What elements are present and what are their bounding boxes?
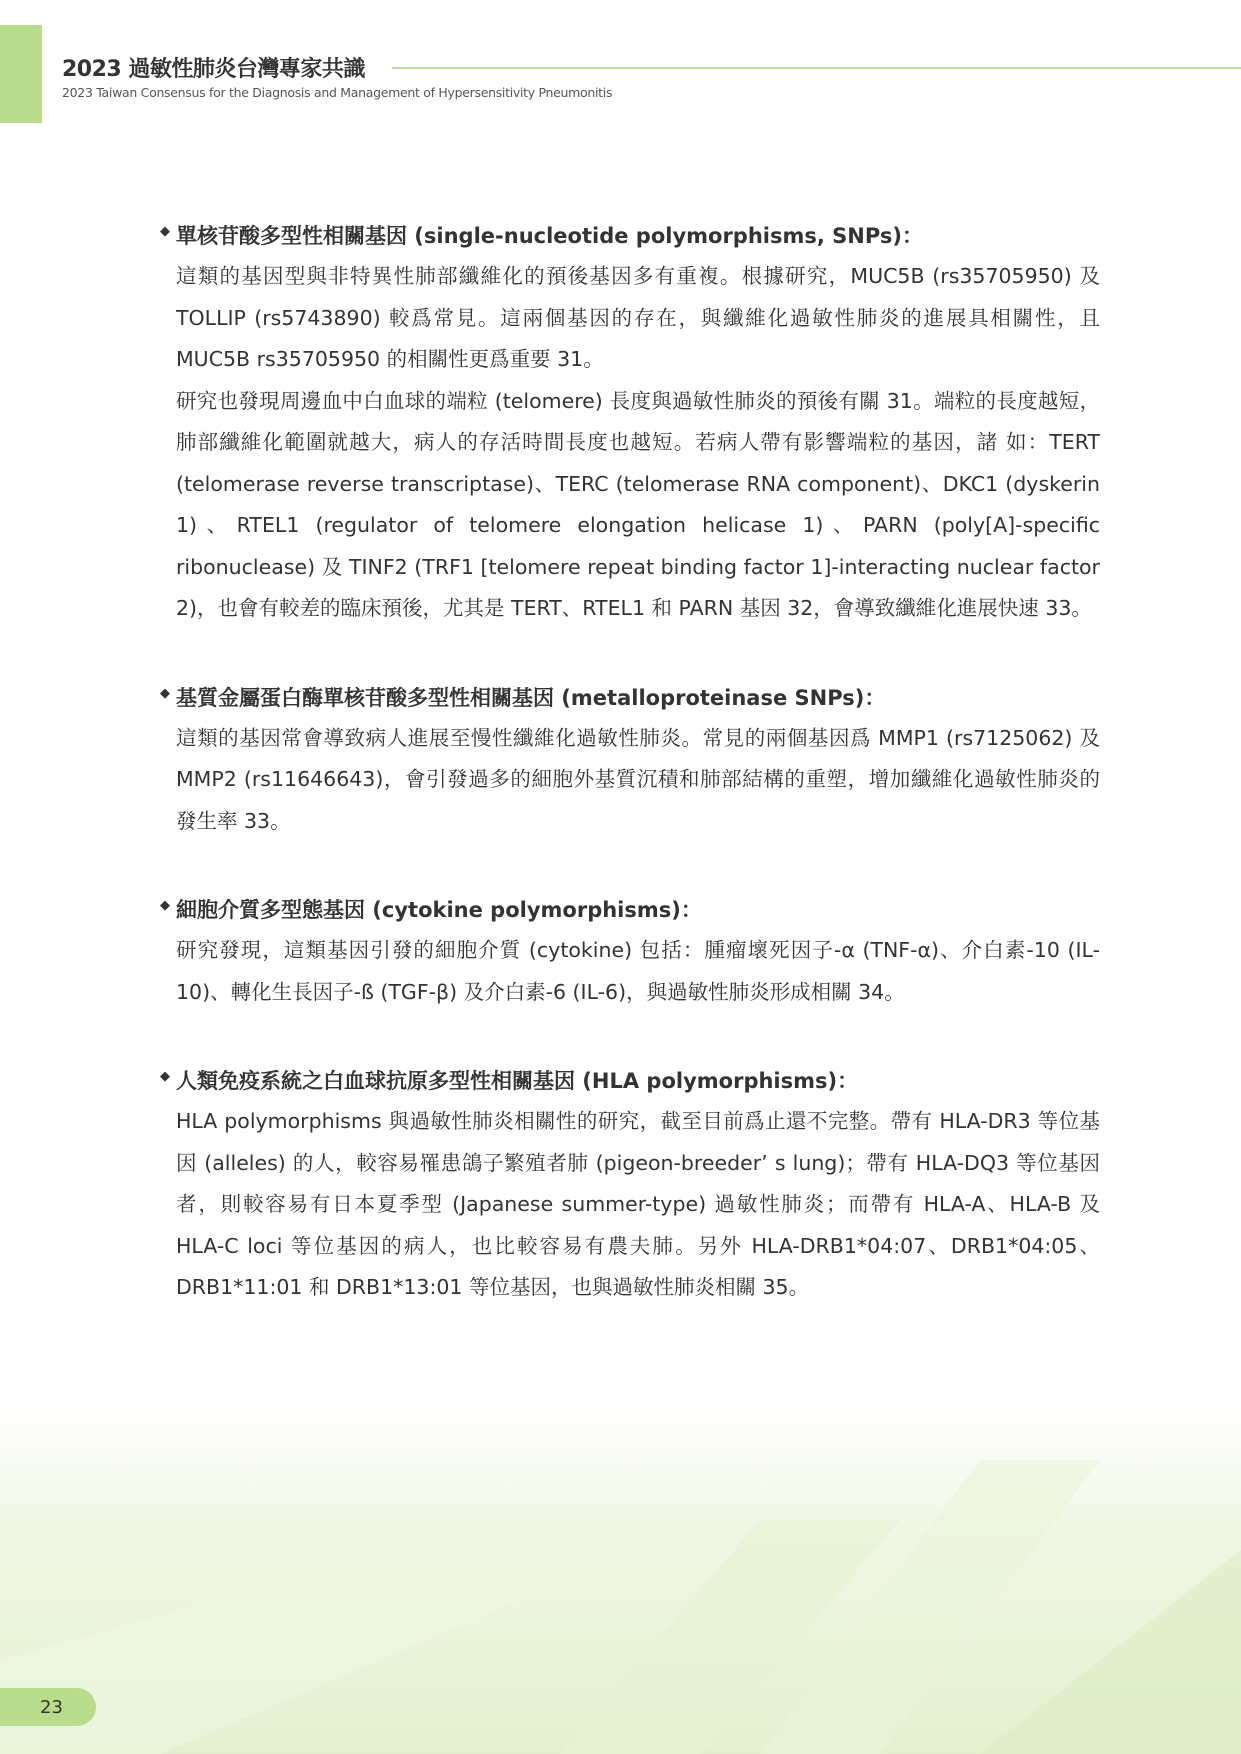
main-content <box>160 222 1100 1363</box>
paragraph: 研究也發現周邊血中白血球的端粒 (telomere) 長度與過敏性肺炎的預後有關 31。端粒的長度越短，肺部纖維化範圍就越大，病人的存活時間長度也越短。若病人帶有影響端粒的基因，諸 如：TERT (telomerase reverse transcriptase)、TERC (telomerase RNA component)、DKC1 (dyskerin 1)、RTEL1 (regulator of telomere elongation helicase 1)、PARN (poly[A]-specific ribonuclease) 及 TINF2 (TRF1 [telomere repeat binding factor 1]-interacting nuclear factor 2)，也會有較差的臨床預後，尤其是 TERT、RTEL1 和 PARN 基因 32，會導致纖維化進展快速 33。 <box>176 388 1100 620</box>
section-body <box>176 718 1100 843</box>
section-body <box>176 256 1100 630</box>
document-subtitle: 2023 Taiwan Consensus for the Diagnosis and Management of Hypersensitivity Pneumonitis <box>62 85 613 100</box>
page-number: 23 <box>40 1696 63 1718</box>
bullet-icon: ◆ <box>160 224 170 239</box>
section-title: 人類免疫系統之白血球抗原多型性相關基因 (HLA polymorphisms)： <box>176 1069 859 1093</box>
header-accent-tab <box>0 25 42 123</box>
section-body <box>176 1101 1100 1309</box>
paragraph: 這類的基因型與非特異性肺部纖維化的預後基因多有重複。根據研究，MUC5B (rs35705950) 及 TOLLIP (rs5743890) 較爲常見。這兩個基因的存在，與纖維化過敏性肺炎的進展具相關性，且 MUC5B rs35705950 的相關性更爲重要 31。 <box>176 264 1100 371</box>
paragraph: 這類的基因常會導致病人進展至慢性纖維化過敏性肺炎。常見的兩個基因爲 MMP1 (rs7125062) 及 MMP2 (rs11646643)，會引發過多的細胞外基質沉積和肺部結構的重塑，增加纖維化過敏性肺炎的發生率 33。 <box>176 725 1100 833</box>
paragraph: HLA polymorphisms 與過敏性肺炎相關性的研究，截至目前爲止還不完整。帶有 HLA-DR3 等位基因 (alleles) 的人，較容易罹患鴿子繁殖者肺 (pigeon-breeder’ s lung)；帶有 HLA-DQ3 等位基因者，則較容易有日本夏季型 (Japanese summer-type) 過敏性肺炎；而帶有 HLA-A、HLA-B 及 HLA-C loci 等位基因的病人，也比較容易有農夫肺。另外 HLA-DRB1*04:07、DRB1*04:05、DRB1*11:01 和 DRB1*13:01 等位基因，也與過敏性肺炎相關 35。 <box>176 1109 1100 1299</box>
section-cytokine <box>160 896 1100 1013</box>
bullet-icon: ◆ <box>160 685 170 701</box>
section-title: 基質金屬蛋白酶單核苷酸多型性相關基因 (metalloproteinase SNPs)： <box>176 685 886 710</box>
document-title: 2023 過敏性肺炎台灣專家共識 <box>62 57 365 82</box>
section-body <box>176 930 1100 1013</box>
section-metalloproteinase <box>160 684 1100 843</box>
section-title: 單核苷酸多型性相關基因 (single-nucleotide polymorphisms, SNPs)： <box>176 224 923 248</box>
page-number-badge <box>0 1688 96 1726</box>
bullet-icon: ◆ <box>160 898 170 913</box>
header-rule <box>392 67 1241 69</box>
section-snps <box>160 222 1100 630</box>
decorative-background-shapes <box>0 1400 1241 1754</box>
section-title: 細胞介質多型態基因 (cytokine polymorphisms)： <box>176 898 702 922</box>
paragraph: 研究發現，這類基因引發的細胞介質 (cytokine) 包括：腫瘤壞死因子-α (TNF-α)、介白素-10 (IL-10)、轉化生長因子-ß (TGF-β) 及介白素-6 (IL-6)，與過敏性肺炎形成相關 34。 <box>176 938 1100 1004</box>
section-hla <box>160 1067 1100 1309</box>
bullet-icon: ◆ <box>160 1069 170 1084</box>
